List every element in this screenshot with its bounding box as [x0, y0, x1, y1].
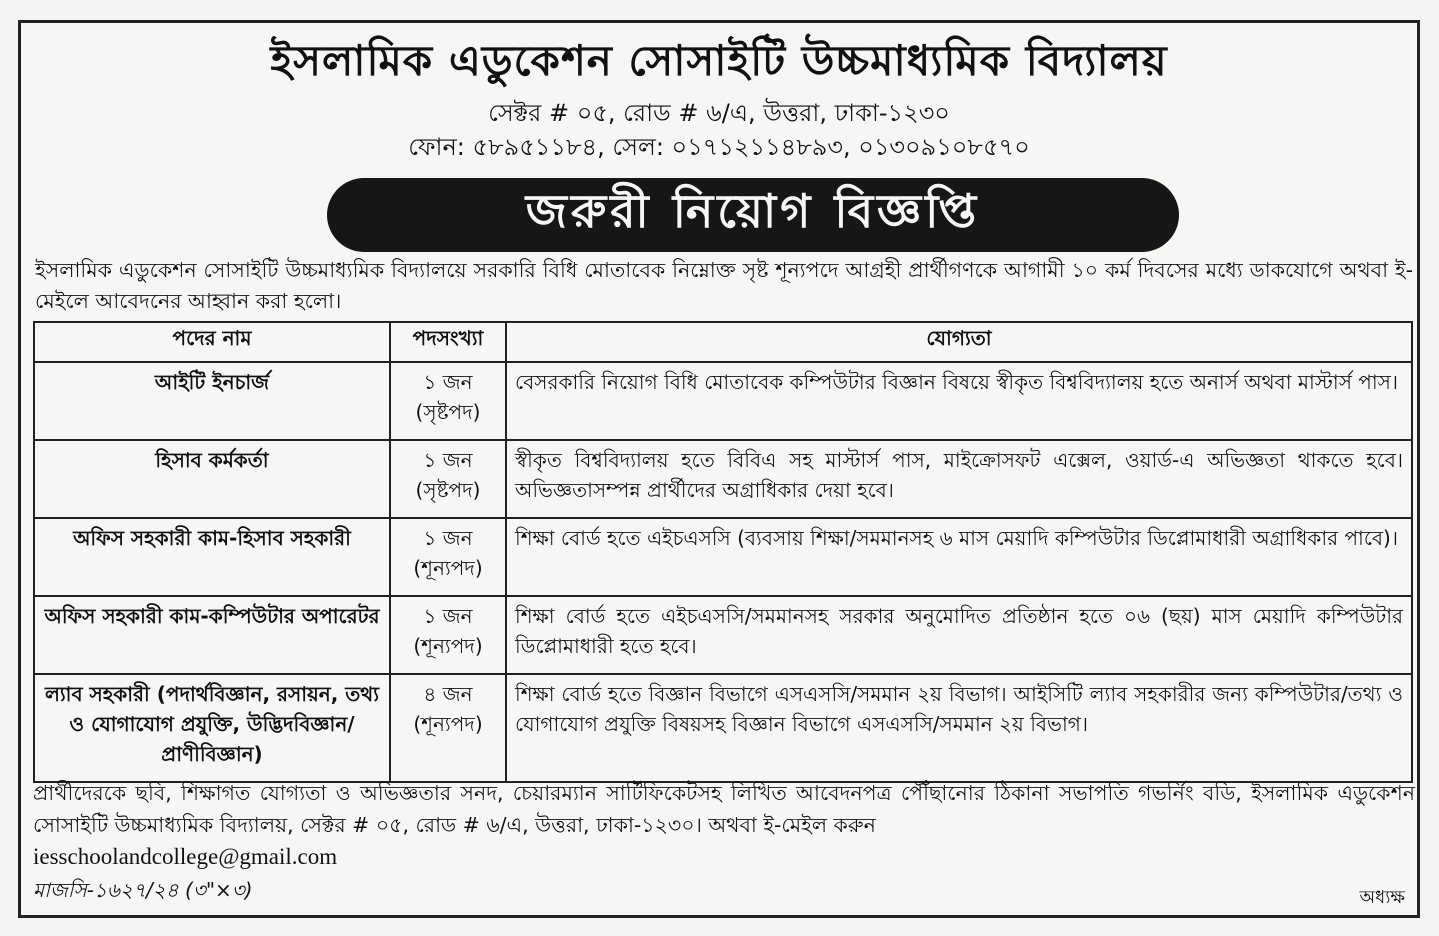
table-row: [34, 518, 1412, 596]
post-count: ১ জন: [423, 604, 473, 628]
reference-number: মাজসি-১৬২৭/২৪ (৩"×৩): [33, 878, 253, 902]
post-count-cell: [390, 674, 506, 782]
application-instructions: প্রার্থীদেরকে ছবি, শিক্ষাগত যোগ্যতা ও অভিজ্ঞতার সনদ, চেয়ারম্যান সার্টিফিকেটসহ লিখিত আবেদনপত্র পৌঁছানোর ঠিকানা সভাপতি গভর্নিং বডি, ইসলামিক এডুকেশন সোসাইটি উচ্চমাধ্যমিক বিদ্যালয়, সেক্টর # ০৫, রোড # ৬/এ, উত্তরা, ঢাকা-১২৩০। অথবা ই-মেইল করুন: [33, 781, 1415, 837]
post-count-cell: [390, 518, 506, 596]
contact-email: iesschoolandcollege@gmail.com: [33, 844, 338, 869]
post-count-cell: [390, 596, 506, 674]
header-post-name: পদের নাম: [34, 322, 390, 362]
post-name: আইটি ইনচার্জ: [34, 362, 390, 440]
post-type: (সৃষ্টপদ): [415, 478, 481, 502]
organization-name: ইসলামিক এডুকেশন সোসাইটি উচ্চমাধ্যমিক বিদ্যালয়: [270, 36, 1168, 85]
post-qualification: স্বীকৃত বিশ্ববিদ্যালয় হতে বিবিএ সহ মাস্টার্স পাস, মাইক্রোসফট এক্সেল, ওয়ার্ড-এ অভিজ্ঞতা থাকতে হবে। অভিজ্ঞতাসম্পন্ন প্রার্থীদের অগ্রাধিকার দেয়া হবে।: [506, 440, 1412, 518]
organization-address: সেক্টর # ০৫, রোড # ৬/এ, উত্তরা, ঢাকা-১২৩০: [488, 99, 950, 127]
notice-title-banner: [327, 178, 1179, 252]
post-name: অফিস সহকারী কাম-হিসাব সহকারী: [34, 518, 390, 596]
post-count: ১ জন: [423, 526, 473, 550]
post-name: অফিস সহকারী কাম-কম্পিউটার অপারেটর: [34, 596, 390, 674]
post-type: (শূন্যপদ): [413, 712, 483, 736]
post-count-cell: [390, 440, 506, 518]
table-row: [34, 596, 1412, 674]
table-row: [34, 440, 1412, 518]
header-qualification: যোগ্যতা: [506, 322, 1412, 362]
table-row: [34, 674, 1412, 782]
post-type: (শূন্যপদ): [413, 634, 483, 658]
post-qualification: শিক্ষা বোর্ড হতে বিজ্ঞান বিভাগে এসএসসি/সমমান ২য় বিভাগ। আইসিটি ল্যাব সহকারীর জন্য কম্পিউটার/তথ্য ও যোগাযোগ প্রযুক্তি বিষয়সহ বিজ্ঞান বিভাগে এসএসসি/সমমান ২য় বিভাগ।: [506, 674, 1412, 782]
job-notice: [18, 20, 1420, 918]
post-type: (শূন্যপদ): [413, 556, 483, 580]
notice-title: জরুরী নিয়োগ বিজ্ঞপ্তি: [525, 184, 981, 238]
post-qualification: বেসরকারি নিয়োগ বিধি মোতাবেক কম্পিউটার বিজ্ঞান বিষয়ে স্বীকৃত বিশ্ববিদ্যালয় হতে অনার্স অথবা মাস্টার্স পাস।: [506, 362, 1412, 440]
intro-paragraph: ইসলামিক এডুকেশন সোসাইটি উচ্চমাধ্যমিক বিদ্যালয়ে সরকারি বিধি মোতাবেক নিম্নোক্ত সৃষ্ট শূন্যপদে আগ্রহী প্রার্থীগণকে আগামী ১০ কর্ম দিবসের মধ্যে ডাকযোগে অথবা ই-মেইলে আবেদনের আহ্বান করা হলো।: [35, 258, 1413, 313]
post-qualification: শিক্ষা বোর্ড হতে এইচএসসি (ব্যবসায় শিক্ষা/সমমানসহ ৬ মাস মেয়াদি কম্পিউটার ডিপ্লোমাধারী অগ্রাধিকার পাবে)।: [506, 518, 1412, 596]
post-name: হিসাব কর্মকর্তা: [34, 440, 390, 518]
post-name: ল্যাব সহকারী (পদার্থবিজ্ঞান, রসায়ন, তথ্য ও যোগাযোগ প্রযুক্তি, উদ্ভিদবিজ্ঞান/প্রাণীবিজ্ঞান): [34, 674, 390, 782]
post-count-cell: [390, 362, 506, 440]
post-type: (সৃষ্টপদ): [415, 400, 481, 424]
organization-phone: ফোন: ৫৮৯৫১১৮৪, সেল: ০১৭১২১১৪৮৯৩, ০১৩০৯১০৮৫৭০: [408, 133, 1030, 161]
vacancy-table: [33, 321, 1413, 783]
post-qualification: শিক্ষা বোর্ড হতে এইচএসসি/সমমানসহ সরকার অনুমোদিত প্রতিষ্ঠান হতে ০৬ (ছয়) মাস মেয়াদি কম্পিউটার ডিপ্লোমাধারী হতে হবে।: [506, 596, 1412, 674]
table-header-row: [34, 322, 1412, 362]
table-row: [34, 362, 1412, 440]
post-count: ১ জন: [423, 448, 473, 472]
post-count: ৪ জন: [423, 682, 473, 706]
header-post-count: পদসংখ্যা: [390, 322, 506, 362]
signatory-title: অধ্যক্ষ: [1359, 887, 1405, 908]
post-count: ১ জন: [423, 370, 473, 394]
